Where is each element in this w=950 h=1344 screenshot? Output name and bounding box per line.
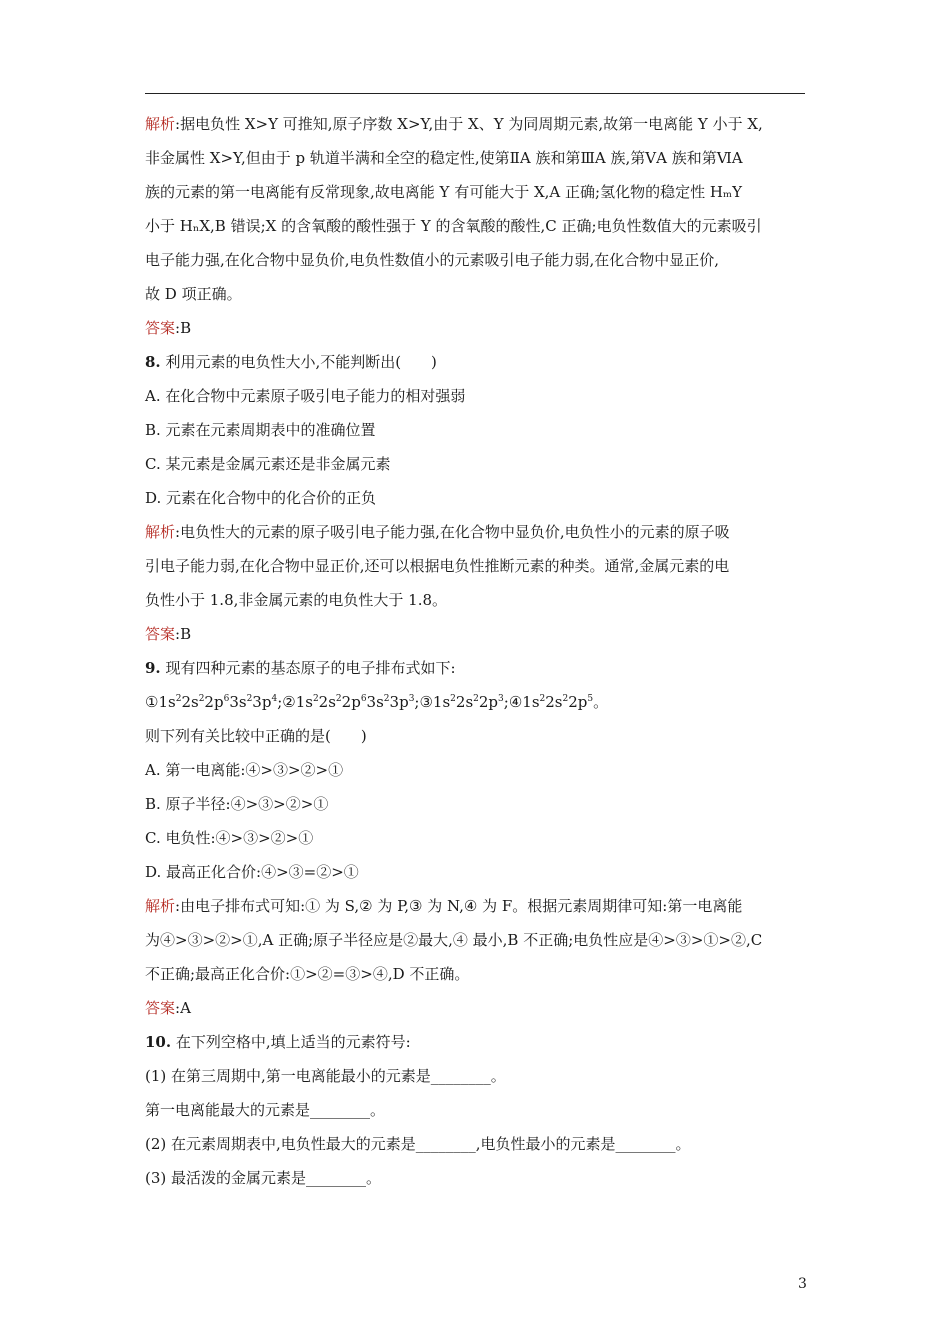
analysis-q7-line-5: 电子能力强,在化合物中显负价,电负性数值小的元素吸引电子能力弱,在化合物中显正价, <box>145 251 720 269</box>
page-number: 3 <box>798 1276 807 1292</box>
analysis-q8-line-1: 解析:电负性大的元素的原子吸引电子能力强,在化合物中显负价,电负性小的元素的原子吸 <box>145 523 730 541</box>
question-8-stem: 8. 利用元素的电负性大小,不能判断出( ) <box>145 353 437 371</box>
answer-label: 答案 <box>145 625 176 643</box>
analysis-q8-line-2: 引电子能力弱,在化合物中显正价,还可以根据电负性推断元素的种类。通常,金属元素的电 <box>145 557 730 575</box>
question-10-part-1b: 第一电离能最大的元素是________。 <box>145 1101 386 1119</box>
answer-q7: 答案:B <box>145 319 192 337</box>
question-8-option-d: D. 元素在化合物中的化合价的正负 <box>145 489 377 507</box>
analysis-q9-line-2: 为④>③>②>①,A 正确;原子半径应是②最大,④ 最小,B 不正确;电负性应是④>③>①>②,C <box>145 931 763 949</box>
question-9-option-d: D. 最高正化合价:④>③=②>① <box>145 863 359 881</box>
analysis-q7-line-1: 解析:据电负性 X>Y 可推知,原子序数 X>Y,由于 X、Y 为同周期元素,故第一电离能 Y 小于 X, <box>145 115 763 133</box>
question-number: 9. <box>145 659 161 677</box>
question-9-option-a: A. 第一电离能:④>③>②>① <box>145 761 344 779</box>
analysis-q7-line-2: 非金属性 X>Y,但由于 p 轨道半满和全空的稳定性,使第ⅡA 族和第ⅢA 族,第ⅤA 族和第ⅥA <box>145 149 743 167</box>
question-9-option-c: C. 电负性:④>③>②>① <box>145 829 314 847</box>
analysis-label: 解析 <box>145 523 176 541</box>
question-9-electron-configs: $①1s^22s^22p^63s^23p^4;②1s^22s^22p^63s^23p^3;③1s^22s^22p^3;④1s^22s^22p^5$。 <box>145 693 609 711</box>
analysis-q8-line-3: 负性小于 1.8,非金属元素的电负性大于 1.8。 <box>145 591 448 609</box>
header-rule <box>145 93 805 94</box>
question-9-option-b: B. 原子半径:④>③>②>① <box>145 795 329 813</box>
answer-q9: 答案:A <box>145 999 191 1017</box>
answer-label: 答案 <box>145 319 176 337</box>
analysis-label: 解析 <box>145 115 176 133</box>
question-8-option-b: B. 元素在元素周期表中的准确位置 <box>145 421 376 439</box>
question-9-question: 则下列有关比较中正确的是( ) <box>145 727 367 745</box>
question-number: 10. <box>145 1033 172 1051</box>
answer-q8: 答案:B <box>145 625 192 643</box>
analysis-q7-line-3: 族的元素的第一电离能有反常现象,故电离能 Y 有可能大于 X,A 正确;氢化物的稳定性 HₘY <box>145 183 743 201</box>
question-10-part-2: (2) 在元素周期表中,电负性最大的元素是________,电负性最小的元素是________。 <box>145 1135 691 1153</box>
question-8-option-c: C. 某元素是金属元素还是非金属元素 <box>145 455 391 473</box>
question-10-stem: 10. 在下列空格中,填上适当的元素符号: <box>145 1033 411 1051</box>
question-10-part-1: (1) 在第三周期中,第一电离能最小的元素是________。 <box>145 1067 506 1085</box>
analysis-q9-line-3: 不正确;最高正化合价:①>②=③>④,D 不正确。 <box>145 965 470 983</box>
question-8-option-a: A. 在化合物中元素原子吸引电子能力的相对强弱 <box>145 387 466 405</box>
analysis-label: 解析 <box>145 897 176 915</box>
analysis-q7-line-4: 小于 HₙX,B 错误;X 的含氧酸的酸性强于 Y 的含氧酸的酸性,C 正确;电负性数值大的元素吸引 <box>145 217 762 235</box>
question-number: 8. <box>145 353 161 371</box>
answer-label: 答案 <box>145 999 176 1017</box>
question-9-stem: 9. 现有四种元素的基态原子的电子排布式如下: <box>145 659 456 677</box>
analysis-q9-line-1: 解析:由电子排布式可知:① 为 S,② 为 P,③ 为 N,④ 为 F。根据元素周期律可知:第一电离能 <box>145 897 743 915</box>
analysis-q7-line-6: 故 D 项正确。 <box>145 285 242 303</box>
question-10-part-3: (3) 最活泼的金属元素是________。 <box>145 1169 382 1187</box>
document-body <box>145 107 810 1195</box>
